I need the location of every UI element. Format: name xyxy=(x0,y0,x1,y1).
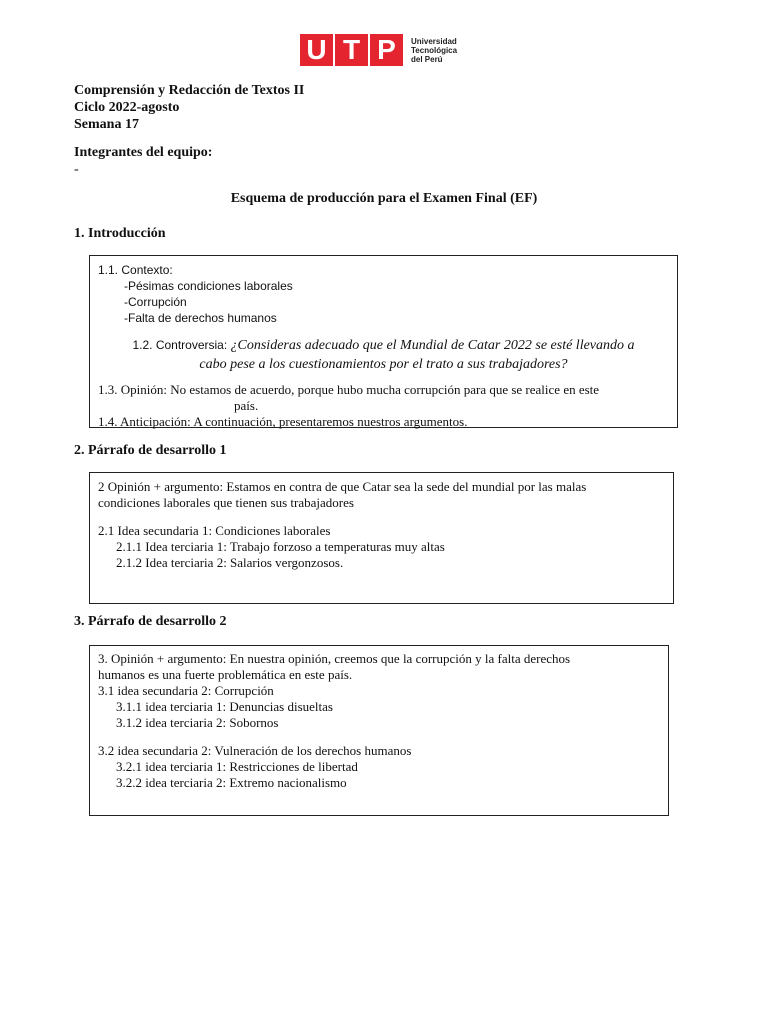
team-block xyxy=(74,144,212,178)
section-3-heading: 3. Párrafo de desarrollo 2 xyxy=(74,614,227,629)
logo-letter-u: U xyxy=(300,34,333,66)
controversy-question-2: cabo pese a los cuestionamientos por el trato a sus trabajadores? xyxy=(199,357,568,372)
context-item: -Falta de derechos humanos xyxy=(124,311,277,325)
cycle-label: Ciclo 2022-agosto xyxy=(74,100,180,115)
controversy-label: 1.2. Controversia: xyxy=(132,338,231,352)
opinion-line-1: 2 Opinión + argumento: Estamos en contra de que Catar sea la sede del mundial por las malas xyxy=(98,479,587,494)
opinion-line-2: país. xyxy=(234,398,259,413)
opinion-line-1: 1.3. Opinión: No estamos de acuerdo, porque hubo mucha corrupción para que se realice en este xyxy=(98,382,600,397)
secondary-idea-1: 3.1 idea secundaria 2: Corrupción xyxy=(98,683,274,698)
course-name: Comprensión y Redacción de Textos II xyxy=(74,83,305,98)
tertiary-idea: 2.1.1 Idea terciaria 1: Trabajo forzoso a temperaturas muy altas xyxy=(116,539,445,554)
team-value: - xyxy=(74,162,79,177)
logo-letter-p: P xyxy=(370,34,403,66)
utp-logo xyxy=(300,34,457,66)
week-label: Semana 17 xyxy=(74,117,139,132)
tertiary-idea: 2.1.2 Idea terciaria 2: Salarios vergonzosos. xyxy=(116,555,344,570)
tertiary-idea: 3.1.2 idea terciaria 2: Sobornos xyxy=(116,715,279,730)
context-item: -Corrupción xyxy=(124,295,187,309)
opinion-line-1: 3. Opinión + argumento: En nuestra opinión, creemos que la corrupción y la falta derechos xyxy=(98,651,571,666)
tertiary-idea: 3.2.1 idea terciaria 1: Restricciones de libertad xyxy=(116,759,358,774)
controversy-question-1: ¿Consideras adecuado que el Mundial de Catar 2022 se esté llevando a xyxy=(230,338,635,353)
context-label: 1.1. Contexto: xyxy=(98,263,173,277)
logo-letter-t: T xyxy=(335,34,368,66)
section-2-box xyxy=(89,472,674,604)
opinion-line-2: condiciones laborales que tienen sus trabajadores xyxy=(98,495,354,510)
controversy xyxy=(98,336,669,374)
section-2-heading: 2. Párrafo de desarrollo 1 xyxy=(74,443,227,458)
team-label: Integrantes del equipo: xyxy=(74,145,213,160)
tertiary-idea: 3.1.1 idea terciaria 1: Denuncias disueltas xyxy=(116,699,333,714)
context-item: -Pésimas condiciones laborales xyxy=(124,279,293,293)
document-header xyxy=(74,82,304,133)
anticipation: 1.4. Anticipación: A continuación, presentaremos nuestros argumentos. xyxy=(98,414,468,429)
tertiary-idea: 3.2.2 idea terciaria 2: Extremo nacionalismo xyxy=(116,775,347,790)
secondary-idea: 2.1 Idea secundaria 1: Condiciones laborales xyxy=(98,523,331,538)
logo-university-name: Universidad Tecnológica del Perú xyxy=(411,36,458,64)
secondary-idea-2: 3.2 idea secundaria 2: Vulneración de los derechos humanos xyxy=(98,743,412,758)
logo-letters xyxy=(300,34,405,66)
section-1-box xyxy=(89,255,678,428)
opinion-line-2: humanos es una fuerte problemática en este país. xyxy=(98,667,353,682)
document-title: Esquema de producción para el Examen Final (EF) xyxy=(230,191,538,206)
section-3-box xyxy=(89,645,669,816)
section-1-heading: 1. Introducción xyxy=(74,226,166,241)
